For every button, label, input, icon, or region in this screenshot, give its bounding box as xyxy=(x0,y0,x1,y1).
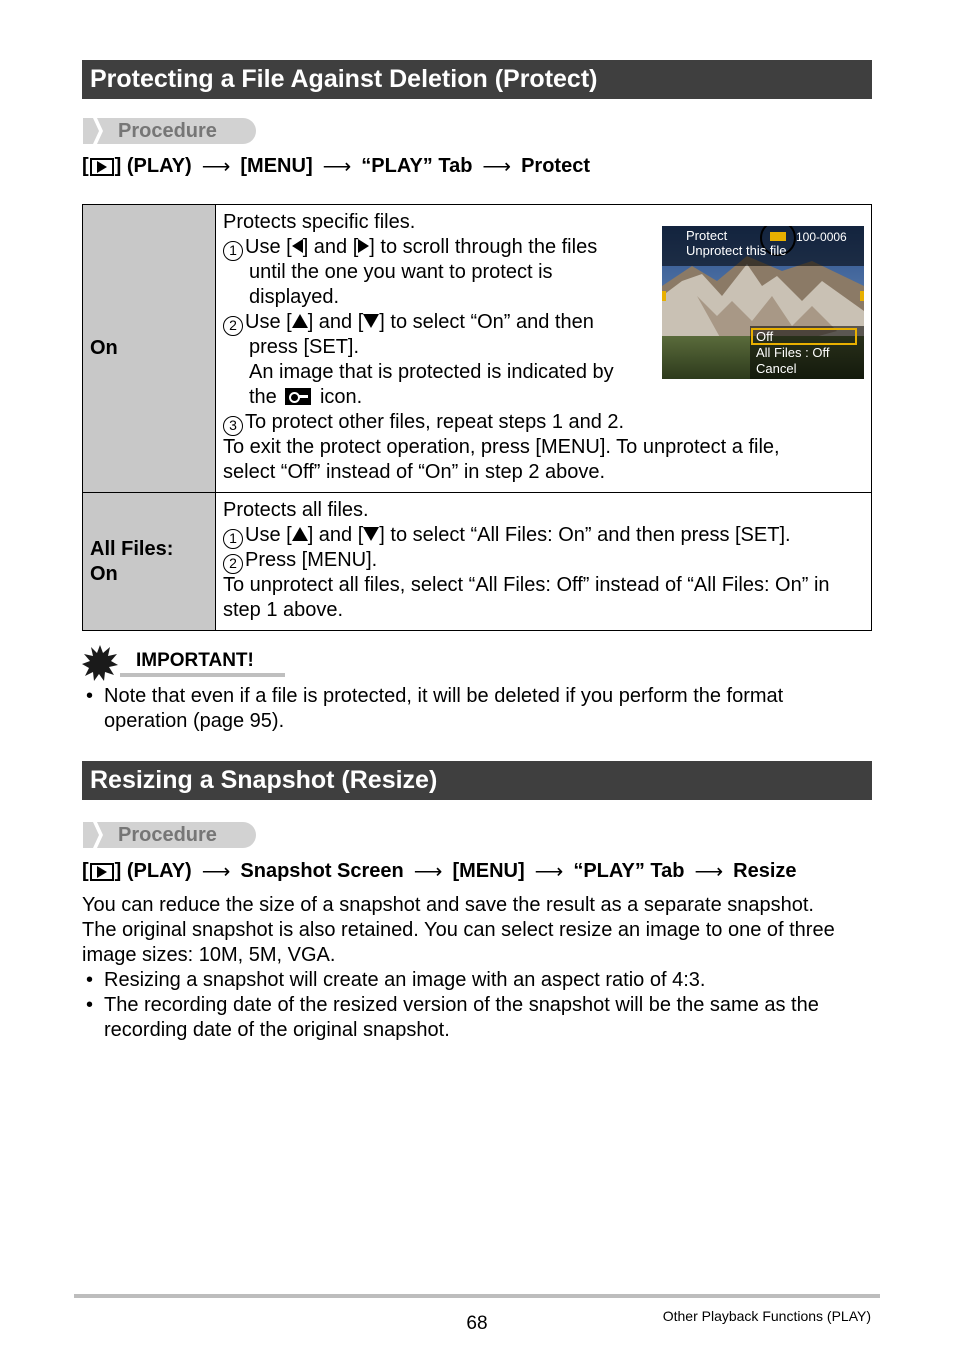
resize-bullet-cont: recording date of the original snapshot. xyxy=(104,1019,450,1041)
procedure-label: Procedure xyxy=(118,824,217,846)
camera-screen-image: Protect Unprotect this file 100-0006 Off All Files : Off Cancel xyxy=(662,226,864,379)
important-burst-icon xyxy=(82,645,118,681)
section-title-resize: Resizing a Snapshot (Resize) xyxy=(82,761,872,800)
row-header-all-files-on: All Files: On xyxy=(83,493,216,631)
procedure-label: Procedure xyxy=(118,120,217,142)
down-arrow-icon xyxy=(363,527,379,541)
play-icon xyxy=(90,158,114,176)
step-number: 2 xyxy=(223,316,243,336)
important-note-cont: operation (page 95). xyxy=(104,710,285,732)
procedure-tag xyxy=(83,822,256,848)
step-number: 2 xyxy=(223,554,243,574)
procedure-tag xyxy=(83,118,256,144)
important-note: Note that even if a file is protected, it will be deleted if you perform the format xyxy=(104,685,784,707)
up-arrow-icon xyxy=(292,314,308,328)
resize-paragraph: You can reduce the size of a snapshot and save the result as a separate snapshot. xyxy=(82,894,814,916)
row-body-on: Protects specific files. 1 Use [ ] and [ ] to scroll through the files until the one you want to protect is displayed. 2 Use [ ] and [ ] to select “On” and then press [SET]. An image that is protected is indicated by the icon. 3 To protect other files, repeat steps 1 and 2. To exit the protect operation, press [MENU]. To unprotect a file, select “Off” instead of “On” in step 2 above. Protect Unprotect this file 100-0006 Off All Files : Off Cancel xyxy=(217,206,870,491)
arrow-icon: ⟶ xyxy=(413,861,443,883)
play-icon xyxy=(90,863,114,881)
protect-key-icon xyxy=(770,232,786,241)
section-title-protect: Protecting a File Against Deletion (Protect) xyxy=(82,60,872,99)
down-arrow-icon xyxy=(363,314,379,328)
arrow-icon: ⟶ xyxy=(201,156,231,178)
left-arrow-icon xyxy=(292,239,303,253)
row-header-on: On xyxy=(83,205,216,493)
arrow-icon: ⟶ xyxy=(322,156,352,178)
arrow-icon: ⟶ xyxy=(201,861,231,883)
step-number: 3 xyxy=(223,416,243,436)
menu-path-resize: [ ] (PLAY) ⟶ Snapshot Screen ⟶ [MENU] ⟶ “PLAY” Tab ⟶ Resize xyxy=(82,860,797,883)
bullet: • xyxy=(86,685,94,707)
page-number: 68 xyxy=(466,1313,488,1334)
menu-path-protect: [ ] (PLAY) ⟶ [MENU] ⟶ “PLAY” Tab ⟶ Protect xyxy=(82,155,590,178)
resize-bullet: Resizing a snapshot will create an image with an aspect ratio of 4:3. xyxy=(104,969,706,991)
bullet: • xyxy=(86,969,94,991)
step-number: 1 xyxy=(223,241,243,261)
important-underline xyxy=(120,673,285,677)
bullet: • xyxy=(86,994,94,1016)
step-number: 1 xyxy=(223,529,243,549)
protect-key-icon xyxy=(285,388,311,405)
right-arrow-icon xyxy=(358,239,369,253)
protect-options-table xyxy=(82,204,872,631)
resize-paragraph: The original snapshot is also retained. You can select resize an image to one of three xyxy=(82,919,835,941)
arrow-icon: ⟶ xyxy=(694,861,724,883)
footer-rule xyxy=(74,1294,880,1298)
resize-paragraph: image sizes: 10M, 5M, VGA. xyxy=(82,944,336,966)
arrow-icon: ⟶ xyxy=(482,156,512,178)
important-label: IMPORTANT! xyxy=(136,650,254,671)
chapter-title: Other Playback Functions (PLAY) xyxy=(662,1308,871,1324)
row-body-all-files-on: Protects all files. 1 Use [ ] and [ ] to select “All Files: On” and then press [SET]. 2 Press [MENU]. To unprotect all files, select “All Files: Off” instead of “All Files: On” in step 1 above. xyxy=(223,499,830,621)
up-arrow-icon xyxy=(292,527,308,541)
arrow-icon: ⟶ xyxy=(534,861,564,883)
resize-bullet: The recording date of the resized version of the snapshot will be the same as the xyxy=(104,994,819,1016)
